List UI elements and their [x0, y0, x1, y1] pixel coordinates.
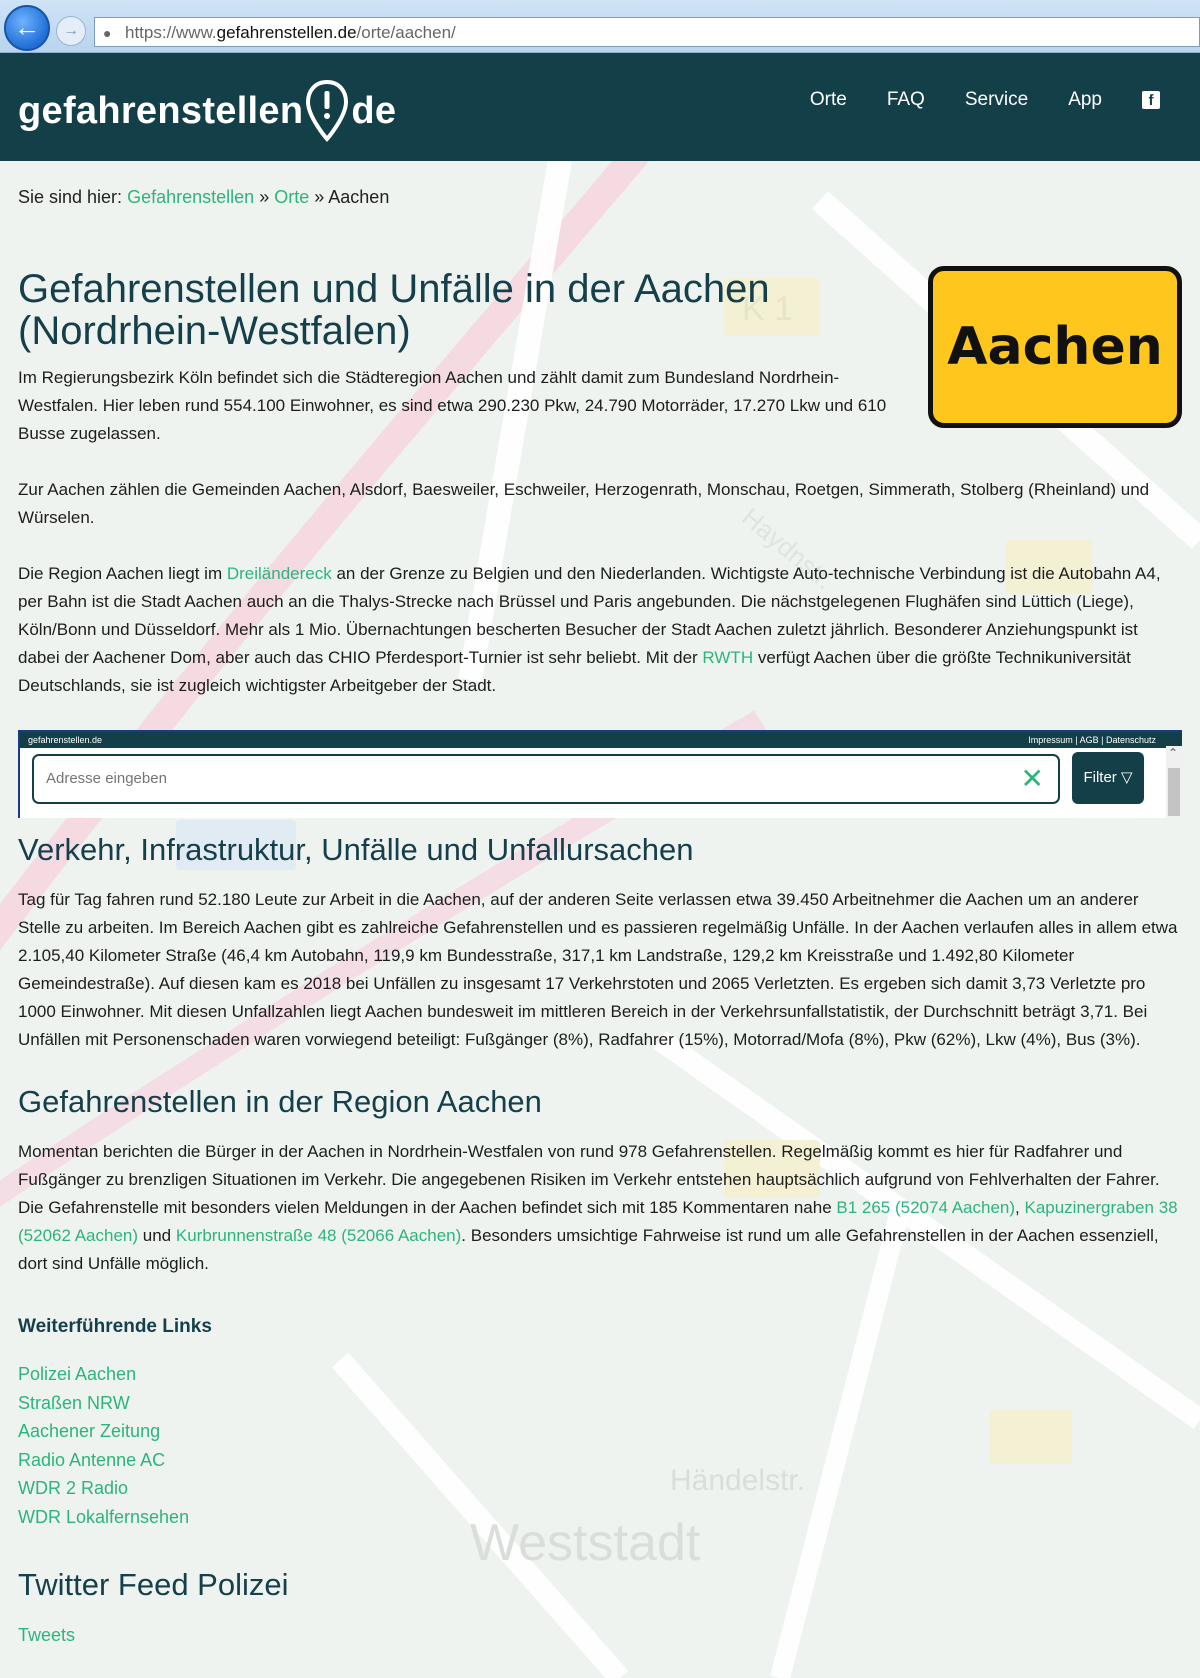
- breadcrumb-separator: »: [314, 187, 325, 207]
- hazards-paragraph: [18, 1138, 1182, 1278]
- funnel-icon: ▽: [1120, 769, 1133, 786]
- logo-text-right: de: [351, 89, 397, 132]
- forward-button[interactable]: [56, 16, 86, 46]
- link-wdr-lokalfernsehen[interactable]: WDR Lokalfernsehen: [18, 1506, 190, 1527]
- intro-paragraph: Im Regierungsbezirk Köln befindet sich die Städteregion Aachen und zählt damit zum Bundesland Nordrhein-Westfalen. Hier leben rund 554.100 Einwohner, es sind etwa 290.230 Pkw, 24.790 Motorräder, 17.270 Lkw und 610 Busse zugelassen.: [18, 368, 887, 443]
- site-logo[interactable]: [18, 79, 396, 143]
- map-label-k1: K 1: [742, 290, 794, 328]
- nav-faq[interactable]: FAQ: [886, 89, 925, 110]
- link-strassen-nrw[interactable]: Straßen NRW: [18, 1392, 130, 1413]
- region-text-c: verfügt Aachen über die größte Technikuniversität Deutschlands, sie ist zugleich wichtigster Arbeitgeber der Stadt.: [18, 648, 1131, 695]
- hazards-text-a: Momentan berichten die Bürger in der Aachen in Nordrhein-Westfalen von rund 978 Gefahrenstellen. Regelmäßig kommt es hier für Radfahrer und Fußgänger zu brenzligen Situationen im Verkehr. Die angegebenen Risiken im Verkehr entstehen hauptsächlich aufgrund von Fehlverhalten der Fahrer. Die Gefahrenstelle mit besonders vielen Meldungen in der Aachen befindet sich mit 185 Kommentaren nahe: [18, 1142, 1160, 1217]
- url-scheme: https://www.: [125, 23, 217, 42]
- hero-section: [18, 268, 1182, 448]
- page-title: Gefahrenstellen und Unfälle in der Aachen (Nordrhein-Westfalen): [18, 267, 770, 353]
- breadcrumb-current: Aachen: [328, 187, 390, 207]
- scrollbar-thumb[interactable]: [1168, 768, 1180, 816]
- widget-scrollbar[interactable]: [1166, 746, 1182, 818]
- tweets-link[interactable]: Tweets: [18, 1625, 76, 1645]
- browser-toolbar: [0, 0, 1200, 53]
- hazard-link-kapuzinergraben[interactable]: Kapuzinergraben 38 (52062 Aachen): [18, 1198, 1178, 1245]
- hazards-text-b: . Besonders umsichtige Fahrweise ist rund um alle Gefahrenstellen in der Aachen essenziell, dort sind Unfälle möglich.: [18, 1226, 1159, 1273]
- filter-label: Filter: [1083, 769, 1117, 786]
- map-label-street-2: Haydnstr.: [736, 501, 840, 596]
- hazards-separator: ,: [1015, 1198, 1025, 1217]
- region-text-a: Die Region Aachen liegt im: [18, 564, 227, 583]
- city-sign-image: Aachen: [928, 266, 1182, 428]
- map-widget: [18, 730, 1182, 818]
- url-host: gefahrenstellen.de: [216, 23, 357, 42]
- dreilaendereck-link[interactable]: Dreiländereck: [226, 564, 332, 583]
- hazards-heading: Gefahrenstellen in der Region Aachen: [18, 1084, 542, 1119]
- filter-button[interactable]: [1072, 752, 1144, 804]
- map-label-street: Händelstr.: [670, 1464, 806, 1497]
- traffic-heading: Verkehr, Infrastruktur, Unfälle und Unfallursachen: [18, 832, 694, 867]
- region-paragraph: [18, 560, 1182, 700]
- region-text-b: an der Grenze zu Belgien und den Niederlanden. Wichtigste Auto-technische Verbindung ist die Autobahn A4, per Bahn ist die Stadt Aachen auch an die Thalys-Strecke nach Brüssel und Paris angebunden. Die nächstgelegenen Flughäfen sind Lüttich (Liege), Köln/Bonn und Düsseldorf. Mehr als 1 Mio. Übernachtungen bescherten Besucher der Stadt Aachen zuletzt jährlich. Besonderer Anziehungspunkt ist dabei der Aachener Dom, aber auch das CHIO Pferdesport-Turnier ist sehr beliebt. Mit der: [18, 564, 1161, 667]
- hazard-link-b1[interactable]: B1 265 (52074 Aachen): [836, 1198, 1016, 1217]
- main-navigation: [810, 89, 1160, 111]
- logo-text-left: gefahrenstellen: [18, 89, 304, 132]
- nav-service[interactable]: Service: [964, 89, 1029, 110]
- municipalities-paragraph: Zur Aachen zählen die Gemeinden Aachen, Alsdorf, Baesweiler, Eschweiler, Herzogenrath, Monschau, Roetgen, Simmerath, Stolberg (Rheinland) und Würselen.: [18, 480, 1150, 527]
- breadcrumb-orte[interactable]: Orte: [274, 187, 310, 207]
- breadcrumb: [18, 187, 1182, 208]
- main-content: [0, 187, 1200, 1646]
- arrow-right-icon: →: [63, 22, 79, 39]
- address-bar[interactable]: [94, 17, 1200, 47]
- location-icon: ●: [103, 25, 112, 41]
- link-wdr2-radio[interactable]: WDR 2 Radio: [18, 1478, 129, 1498]
- widget-logo: gefahrenstellen.de: [28, 735, 103, 745]
- further-links-list: [18, 1360, 1182, 1531]
- links-heading: Weiterführende Links: [18, 1316, 212, 1337]
- link-aachener-zeitung[interactable]: Aachener Zeitung: [18, 1421, 161, 1441]
- url-path: /orte/aachen/: [356, 23, 456, 42]
- widget-legal-links[interactable]: Impressum | AGB | Datenschutz: [1028, 735, 1156, 745]
- link-polizei-aachen[interactable]: Polizei Aachen: [18, 1364, 137, 1384]
- warning-pin-icon: [305, 79, 349, 143]
- close-icon[interactable]: ✕: [1020, 763, 1044, 794]
- traffic-paragraph: Tag für Tag fahren rund 52.180 Leute zur Arbeit in die Aachen, auf der anderen Seite verlassen etwa 39.450 Arbeitnehmer die Aachen um an anderer Stelle zu arbeiten. Im Bereich Aachen gibt es zahlreiche Gefahrenstellen und es passieren regelmäßig Unfälle. In der Aachen verlaufen alles in allem etwa 2.105,40 Kilometer Straße (46,4 km Autobahn, 119,9 km Bundesstraße, 317,1 km Landstraße, 129,2 km Kreisstraße und 1.492,80 Kilometer Gemeindestraße). Auf diesen kam es 2018 bei Unfällen zu insgesamt 17 Verkehrstoten und 2065 Verletzten. Es ergeben sich damit 3,73 Verletzte pro 1000 Einwohner. Mit diesen Unfallzahlen liegt Aachen bundesweit im mittleren Bereich in der Verkehrsunfallstatistik, der Durchschnitt beträgt 3,71. Bei Unfällen mit Personenschaden waren vorwiegend beteiligt: Fußgänger (8%), Radfahrer (15%), Motorrad/Mofa (8%), Pkw (62%), Lkw (4%), Bus (3%).: [18, 890, 1178, 1049]
- widget-header: [20, 730, 1182, 748]
- address-search-input[interactable]: [44, 769, 948, 788]
- address-search-box: [32, 754, 1060, 804]
- nav-app[interactable]: App: [1068, 89, 1102, 110]
- chevron-up-icon[interactable]: ⌃: [1168, 746, 1179, 760]
- breadcrumb-prefix: Sie sind hier:: [18, 187, 123, 207]
- hazard-link-kurbrunnenstrasse[interactable]: Kurbrunnenstraße 48 (52066 Aachen): [175, 1226, 462, 1245]
- facebook-icon[interactable]: f: [1142, 91, 1160, 109]
- link-radio-antenne-ac[interactable]: Radio Antenne AC: [18, 1449, 166, 1470]
- twitter-heading: Twitter Feed Polizei: [18, 1567, 289, 1602]
- map-label-weststadt: Weststadt: [470, 1514, 701, 1572]
- hazards-separator: und: [138, 1226, 176, 1245]
- arrow-left-icon: ←: [14, 12, 40, 42]
- back-button[interactable]: [4, 5, 50, 51]
- breadcrumb-gefahrenstellen[interactable]: Gefahrenstellen: [127, 187, 255, 207]
- breadcrumb-separator: »: [259, 187, 270, 207]
- rwth-link[interactable]: RWTH: [702, 648, 754, 667]
- site-header: [0, 53, 1200, 161]
- nav-orte[interactable]: Orte: [809, 89, 847, 110]
